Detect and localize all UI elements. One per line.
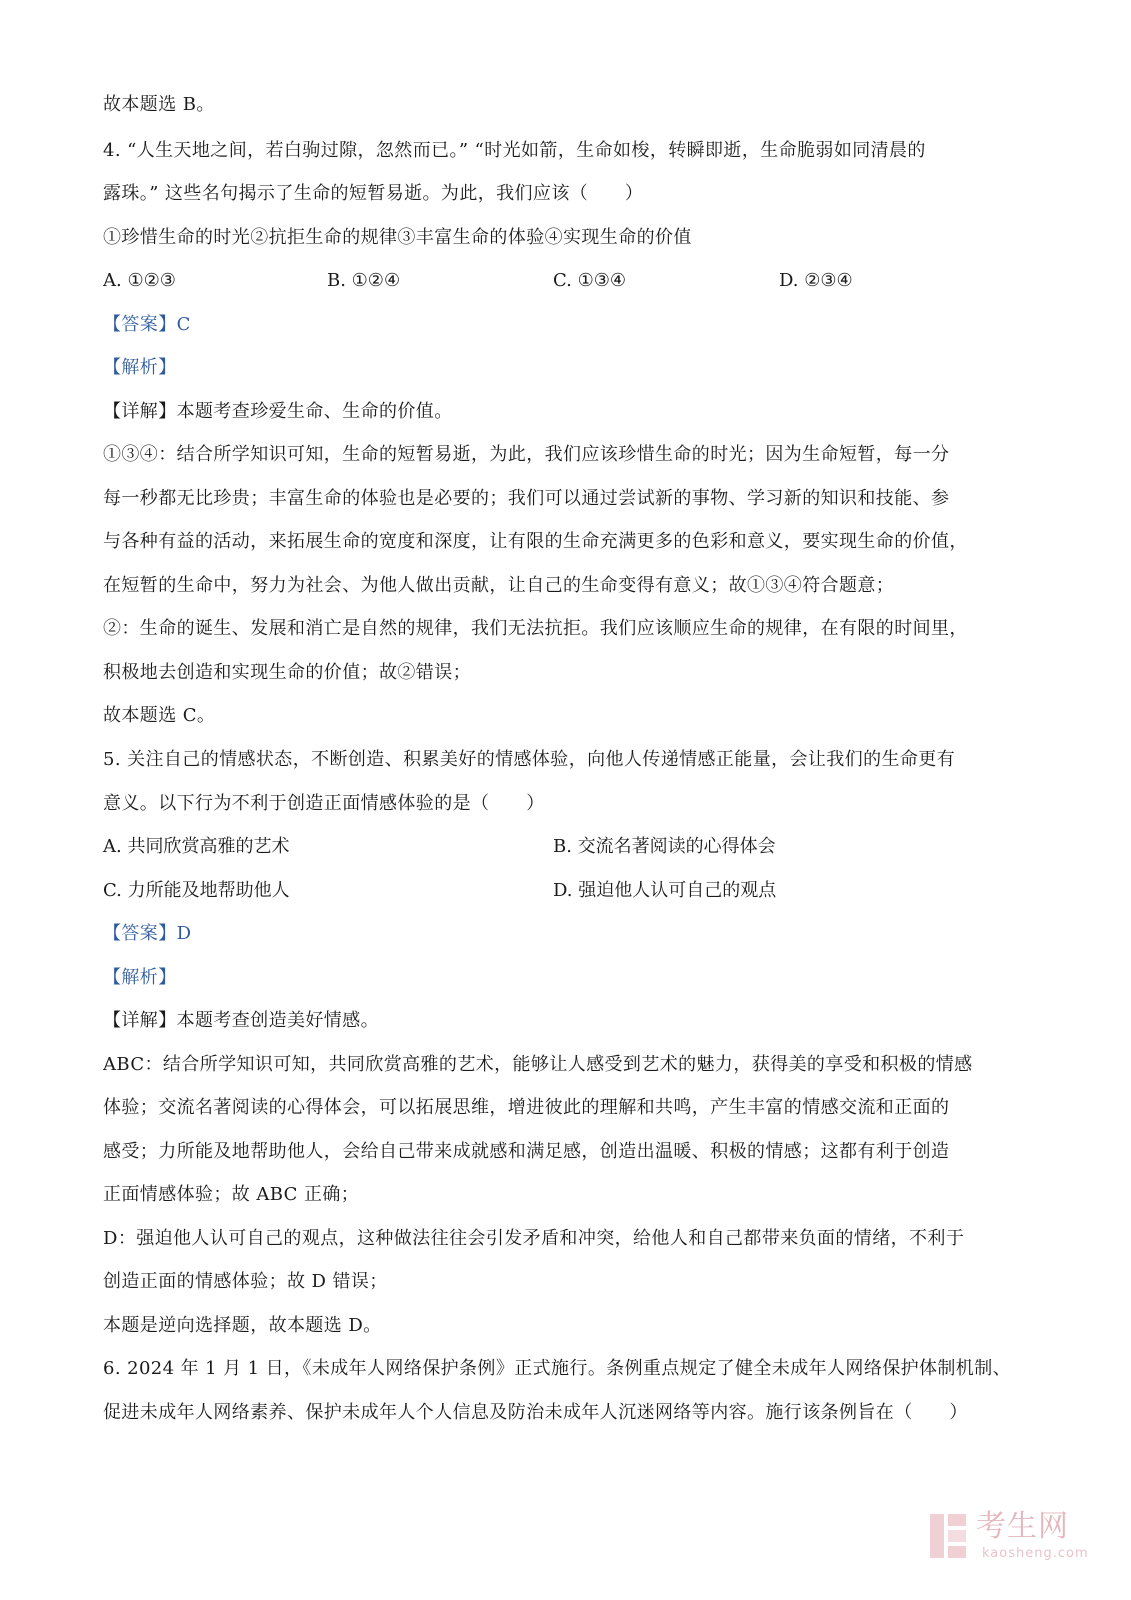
- kaosheng-logo-icon: [928, 1512, 968, 1560]
- q5-answer-label: 【答案】D: [103, 923, 192, 944]
- q6-stem-line-2: 促进未成年人网络素养、保护未成年人个人信息及防治未成年人沉迷网络等内容。施行该条例旨在（ ）: [103, 1402, 968, 1423]
- q3-conclusion: 故本题选 B。: [103, 94, 215, 115]
- q5-detail-line-4: 正面情感体验；故 ABC 正确；: [103, 1184, 360, 1205]
- q5-option-a: A. 共同欣赏高雅的艺术: [103, 836, 290, 857]
- q5-analysis-label: 【解析】: [103, 967, 177, 988]
- q4-detail-line-3: 与各种有益的活动，来拓展生命的宽度和深度，让有限的生命充满更多的色彩和意义，要实现生命的价值，: [103, 531, 968, 552]
- q4-option-b: B. ①②④: [327, 270, 401, 291]
- q4-option-c: C. ①③④: [553, 270, 626, 291]
- q4-option-d: D. ②③④: [779, 270, 853, 291]
- q5-detail-line-5: D：强迫他人认可自己的观点，这种做法往往会引发矛盾和冲突，给他人和自己都带来负面的情绪，不利于: [103, 1228, 965, 1249]
- q4-detail-heading: 【详解】本题考查珍爱生命、生命的价值。: [103, 401, 453, 422]
- q5-option-b: B. 交流名著阅读的心得体会: [553, 836, 776, 857]
- q5-detail-line-2: 体验；交流名著阅读的心得体会，可以拓展思维，增进彼此的理解和共鸣，产生丰富的情感交流和正面的: [103, 1097, 950, 1118]
- q5-detail-line-3: 感受；力所能及地帮助他人，会给自己带来成就感和满足感，创造出温暖、积极的情感；这都有利于创造: [103, 1141, 950, 1162]
- q4-option-a: A. ①②③: [103, 270, 176, 291]
- q5-detail-heading: 【详解】本题考查创造美好情感。: [103, 1010, 379, 1031]
- q4-detail-line-4: 在短暂的生命中，努力为社会、为他人做出贡献，让自己的生命变得有意义；故①③④符合题意；: [103, 575, 895, 596]
- q4-stem-line-2: 露珠。” 这些名句揭示了生命的短暂易逝。为此，我们应该（ ）: [103, 183, 644, 204]
- q4-detail-line-1: ①③④：结合所学知识可知，生命的短暂易逝，为此，我们应该珍惜生命的时光；因为生命短暂，每一分: [103, 444, 950, 465]
- site-watermark: [928, 1508, 1103, 1568]
- q4-answer-label: 【答案】C: [103, 314, 191, 335]
- q5-detail-line-1: ABC：结合所学知识可知，共同欣赏高雅的艺术，能够让人感受到艺术的魅力，获得美的享受和积极的情感: [103, 1054, 973, 1075]
- q4-detail-line-2: 每一秒都无比珍贵；丰富生命的体验也是必要的；我们可以通过尝试新的事物、学习新的知识和技能、参: [103, 488, 950, 509]
- watermark-url: kaosheng.com: [982, 1546, 1089, 1561]
- q5-conclusion: 本题是逆向选择题，故本题选 D。: [103, 1315, 382, 1336]
- q4-analysis-label: 【解析】: [103, 357, 177, 378]
- q5-option-c: C. 力所能及地帮助他人: [103, 880, 290, 901]
- q5-option-d: D. 强迫他人认可自己的观点: [553, 880, 777, 901]
- q5-detail-line-6: 创造正面的情感体验；故 D 错误；: [103, 1271, 388, 1292]
- watermark-title: 考生网: [976, 1509, 1069, 1544]
- q4-detail-line-6: 积极地去创造和实现生命的价值；故②错误；: [103, 662, 471, 683]
- q4-detail-line-5: ②：生命的诞生、发展和消亡是自然的规律，我们无法抗拒。我们应该顺应生命的规律，在有限的时间里，: [103, 618, 968, 639]
- q5-stem-line-1: 5. 关注自己的情感状态，不断创造、积累美好的情感体验，向他人传递情感正能量，会让我们的生命更有: [103, 749, 956, 770]
- q6-stem-line-1: 6. 2024 年 1 月 1 日，《未成年人网络保护条例》正式施行。条例重点规定了健全未成年人网络保护体制机制、: [103, 1358, 1012, 1379]
- q4-statements: ①珍惜生命的时光②抗拒生命的规律③丰富生命的体验④实现生命的价值: [103, 227, 692, 248]
- q5-stem-line-2: 意义。以下行为不利于创造正面情感体验的是（ ）: [103, 793, 545, 814]
- q4-conclusion: 故本题选 C。: [103, 705, 216, 726]
- q4-stem-line-1: 4. “人生天地之间，若白驹过隙，忽然而已。” “时光如箭，生命如梭，转瞬即逝，生命脆弱如同清晨的: [103, 140, 926, 161]
